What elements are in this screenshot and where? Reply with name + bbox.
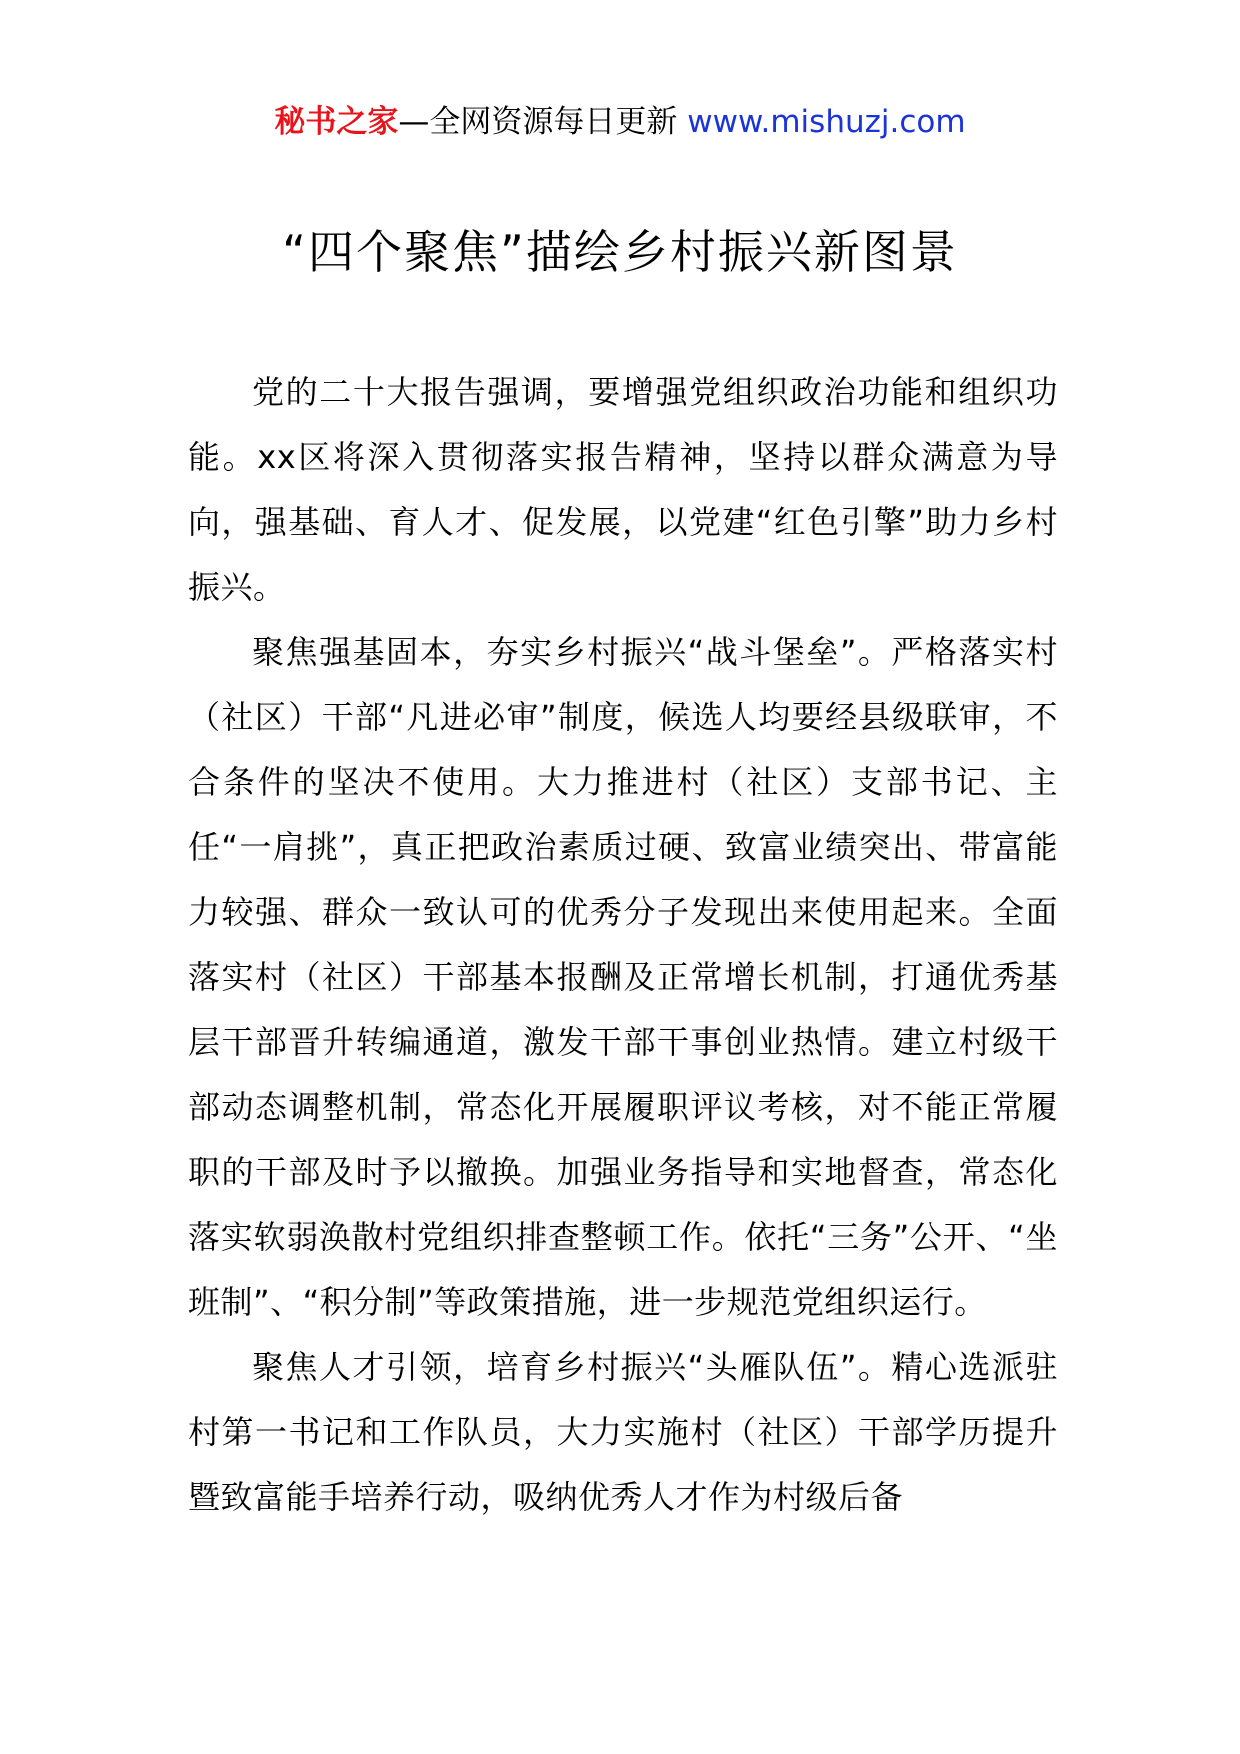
site-url-link[interactable]: www.mishuzj.com <box>687 104 966 140</box>
article-title: “四个聚焦”描绘乡村振兴新图景 <box>282 225 958 279</box>
paragraph-talent-lead: 聚焦人才引领，培育乡村振兴“头雁队伍”。精心选派驻村第一书记和工作队员，大力实施村（社区）干部学历提升暨致富能手培养行动，吸纳优秀人才作为村级后备 <box>188 1348 1058 1516</box>
article-body <box>188 360 1058 1530</box>
header-tagline: —全网资源每日更新 <box>398 104 678 140</box>
paragraph-intro: 党的二十大报告强调，要增强党组织政治功能和组织功能。xx区将深入贯彻落实报告精神，坚持以群众满意为导向，强基础、育人才、促发展，以党建“红色引擎”助力乡村振兴。 <box>188 373 1058 606</box>
paragraph-strengthen-foundation: 聚焦强基固本，夯实乡村振兴“战斗堡垒”。严格落实村（社区）干部“凡进必审”制度，候选人均要经县级联审，不合条件的坚决不使用。大力推进村（社区）支部书记、主任“一肩挑”，真正把政治素质过硬、致富业绩突出、带富能力较强、群众一致认可的优秀分子发现出来使用起来。全面落实村（社区）干部基本报酬及正常增长机制，打通优秀基层干部晋升转编通道，激发干部干事创业热情。建立村级干部动态调整机制，常态化开展履职评议考核，对不能正常履职的干部及时予以撤换。加强业务指导和实地督查，常态化落实软弱涣散村党组织排查整顿工作。依托“三务”公开、“坐班制”、“积分制”等政策措施，进一步规范党组织运行。 <box>188 633 1058 1321</box>
site-header <box>0 100 1240 144</box>
brand-name: 秘书之家 <box>274 104 399 140</box>
